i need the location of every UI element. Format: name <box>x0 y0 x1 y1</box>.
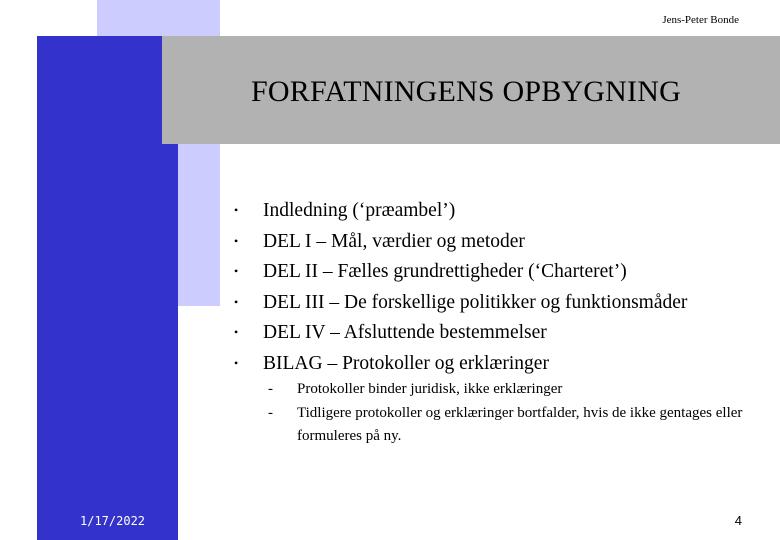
footer-date: 1/17/2022 <box>80 514 146 528</box>
bullet-icon: • <box>234 233 239 248</box>
bullet-text: DEL III – De forskellige politikker og funktionsmåder <box>263 291 688 313</box>
bullet-text: Indledning (‘præambel’) <box>263 200 456 221</box>
bullet-icon: • <box>234 294 239 309</box>
bullet-item <box>234 227 687 258</box>
dash-icon: - <box>268 404 273 421</box>
dash-icon: - <box>268 381 273 397</box>
bullet-icon: • <box>234 325 239 339</box>
bullet-item <box>234 257 687 288</box>
bullet-icon: • <box>234 264 239 278</box>
author-name: Jens-Peter Bonde <box>662 14 739 26</box>
bullet-item <box>234 196 687 227</box>
bullet-text: BILAG – Protokoller og erklæringer <box>263 352 549 374</box>
slide-title: FORFATNINGENS OPBYGNING <box>251 75 681 108</box>
page-number: 4 <box>734 513 742 528</box>
bullet-text: DEL II – Fælles grundrettigheder (‘Charteret’) <box>263 261 627 282</box>
bullet-text: DEL IV – Afsluttende bestemmelser <box>263 322 547 343</box>
title-banner <box>162 36 780 144</box>
sub-bullet-item <box>268 402 748 449</box>
sub-bullet-text: Tidligere protokoller og erklæringer bortfalder, hvis de ikke gentages eller formuleres på ny. <box>297 404 743 444</box>
sub-bullet-text: Protokoller binder juridisk, ikke erklæringer <box>297 381 563 397</box>
decorative-blue-bar <box>37 36 178 540</box>
sub-bullet-list <box>268 378 748 449</box>
bullet-item <box>234 288 687 319</box>
bullet-list <box>234 196 687 379</box>
bullet-text: DEL I – Mål, værdier og metoder <box>263 230 525 252</box>
sub-bullet-item <box>268 378 748 402</box>
bullet-icon: • <box>234 355 239 370</box>
bullet-icon: • <box>234 203 239 217</box>
bullet-item <box>234 349 687 380</box>
bullet-item <box>234 318 687 349</box>
